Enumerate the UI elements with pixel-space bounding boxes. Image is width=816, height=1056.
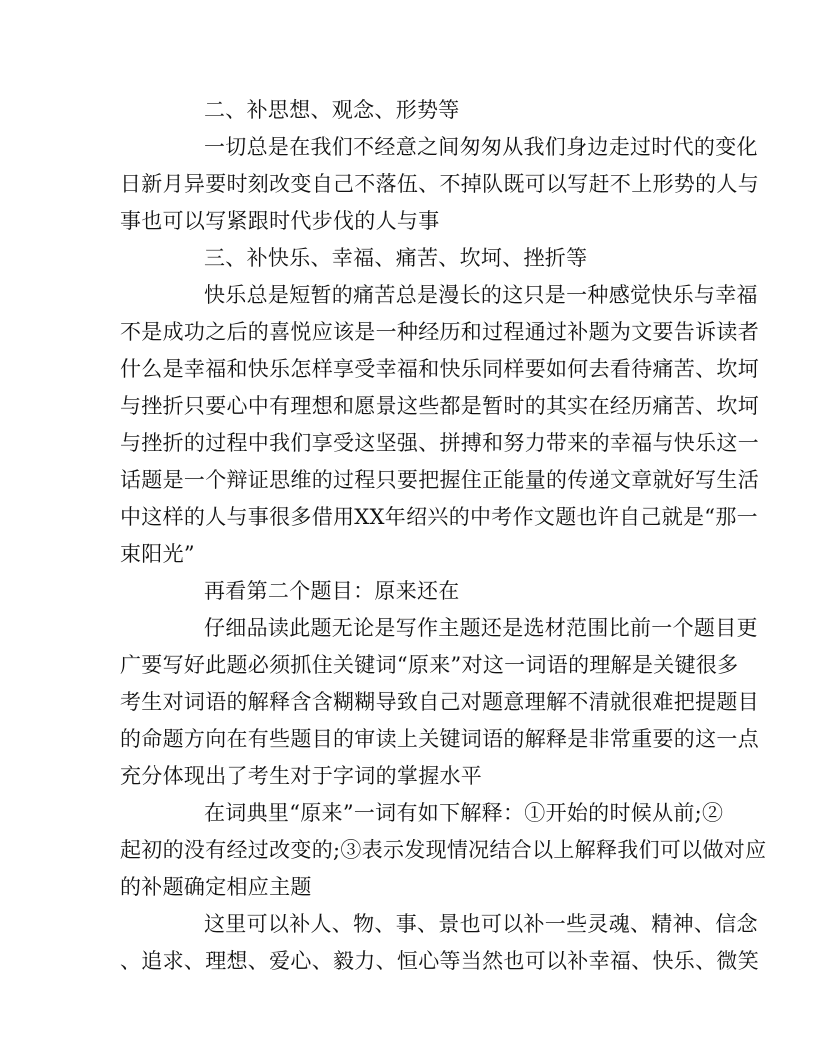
paragraph-line: 快乐总是短暂的痛苦总是漫长的这只是一种感觉快乐与幸福 [204,283,758,307]
section-heading-3: 三、补快乐、幸福、痛苦、坎坷、挫折等 [204,246,588,270]
paragraph-line: 不是成功之后的喜悦应该是一种经历和过程通过补题为文要告诉读者 [120,320,759,344]
paragraph-line: 事也可以写紧跟时代步伐的人与事 [120,209,440,233]
paragraph-line: 中这样的人与事很多借用XX年绍兴的中考作文题也许自己就是“那一 [120,505,758,529]
paragraph-line: 广要写好此题必须抓住关键词“原来”对这一词语的理解是关键很多 [120,653,739,677]
paragraph-line: 与挫折只要心中有理想和愿景这些都是暂时的其实在经历痛苦、坎坷 [120,394,759,418]
paragraph-line: 在词典里“原来”一词有如下解释：①开始的时候从前;② [204,801,724,825]
paragraph-line: 、追求、理想、爱心、毅力、恒心等当然也可以补幸福、快乐、微笑 [120,949,759,973]
paragraph-line: 起初的没有经过改变的;③表示发现情况结合以上解释我们可以做对应 [120,838,767,862]
section-heading-2: 二、补思想、观念、形势等 [204,98,460,122]
paragraph-line: 与挫折的过程中我们享受这坚强、拼搏和努力带来的幸福与快乐这一 [120,431,759,455]
paragraph-line: 话题是一个辩证思维的过程只要把握住正能量的传递文章就好写生活 [120,468,759,492]
paragraph-line: 束阳光” [120,542,195,566]
second-topic-heading: 再看第二个题目：原来还在 [204,579,460,603]
paragraph-line: 一切总是在我们不经意之间匆匆从我们身边走过时代的变化 [204,135,758,159]
paragraph-line: 考生对词语的解释含含糊糊导致自己对题意理解不清就很难把提题目 [120,690,759,714]
paragraph-line: 仔细品读此题无论是写作主题还是选材范围比前一个题目更 [204,616,758,640]
paragraph-line: 这里可以补人、物、事、景也可以补一些灵魂、精神、信念 [204,912,758,936]
paragraph-line: 什么是幸福和快乐怎样享受幸福和快乐同样要如何去看待痛苦、坎坷 [120,357,759,381]
paragraph-line: 的补题确定相应主题 [120,875,312,899]
paragraph-line: 充分体现出了考生对于字词的掌握水平 [120,764,483,788]
paragraph-line: 日新月异要时刻改变自己不落伍、不掉队既可以写赶不上形势的人与 [120,172,759,196]
paragraph-line: 的命题方向在有些题目的审读上关键词语的解释是非常重要的这一点 [120,727,759,751]
